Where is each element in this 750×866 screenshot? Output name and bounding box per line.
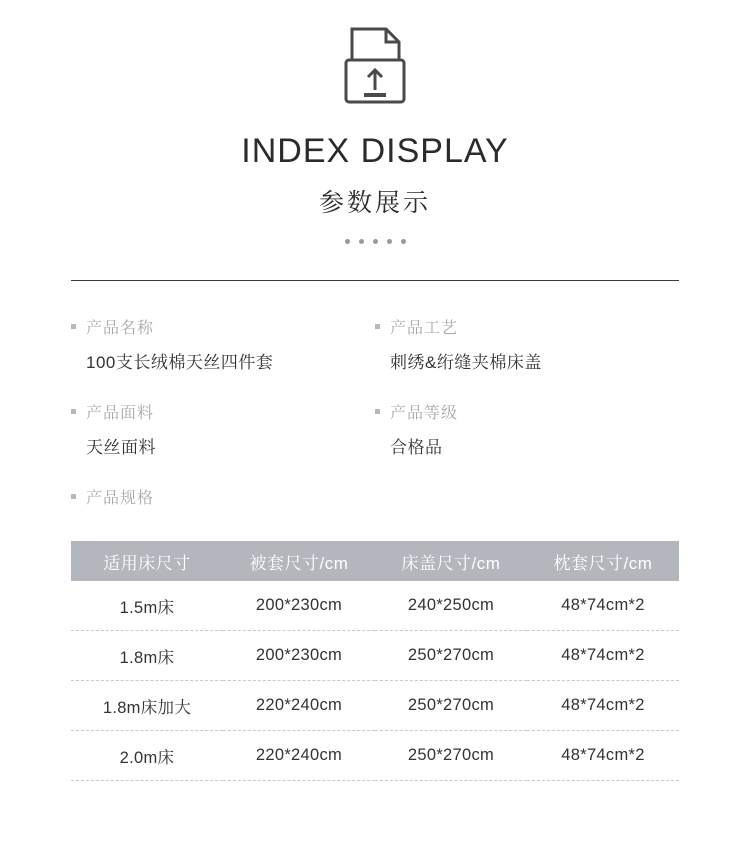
spec-item: [375, 400, 679, 458]
page-header: [0, 0, 750, 244]
spec-value: 刺绣&绗缝夹棉床盖: [390, 353, 542, 372]
table-body: [71, 581, 679, 781]
table-row: [71, 681, 679, 731]
spec-label: 产品名称: [86, 320, 155, 337]
table-cell: 1.8m床: [71, 631, 223, 681]
section-divider: [71, 280, 679, 281]
table-cell: 250*270cm: [375, 631, 527, 681]
table-header-cell: 床盖尺寸/cm: [375, 541, 527, 581]
square-bullet-icon: [375, 409, 380, 414]
table-cell: 200*230cm: [223, 581, 375, 631]
dot: [345, 239, 350, 244]
table-header-cell: 枕套尺寸/cm: [527, 541, 679, 581]
decorative-dots: [0, 239, 750, 244]
spec-label-row: [71, 400, 375, 423]
spec-list: [71, 315, 679, 535]
spec-item: [375, 315, 679, 373]
table-cell: 1.5m床: [71, 581, 223, 631]
table-cell: 220*240cm: [223, 681, 375, 731]
spec-label-row: [71, 485, 375, 508]
dot: [401, 239, 406, 244]
table-header-cell: 被套尺寸/cm: [223, 541, 375, 581]
spec-label: 产品规格: [86, 490, 155, 507]
table-cell: 1.8m床加大: [71, 681, 223, 731]
table-cell: 250*270cm: [375, 681, 527, 731]
table-cell: 2.0m床: [71, 731, 223, 781]
table-cell: 48*74cm*2: [527, 731, 679, 781]
table-cell: 200*230cm: [223, 631, 375, 681]
dot: [359, 239, 364, 244]
spec-item: [71, 485, 375, 508]
document-upload-icon: [344, 26, 406, 104]
table-cell: 250*270cm: [375, 731, 527, 781]
table-cell: 240*250cm: [375, 581, 527, 631]
spec-value: 天丝面料: [86, 438, 156, 457]
table-cell: 48*74cm*2: [527, 681, 679, 731]
spec-item: [71, 400, 375, 458]
table-cell: 48*74cm*2: [527, 581, 679, 631]
spec-item: [71, 315, 375, 373]
square-bullet-icon: [71, 494, 76, 499]
table-row: [71, 731, 679, 781]
page-title-en: INDEX DISPLAY: [241, 132, 509, 170]
table-header-cell: 适用床尺寸: [71, 541, 223, 581]
square-bullet-icon: [375, 324, 380, 329]
spec-label: 产品工艺: [390, 320, 459, 337]
dot: [387, 239, 392, 244]
spec-label: 产品面料: [86, 405, 155, 422]
page-title-cn: 参数展示: [318, 189, 431, 217]
spec-value: 合格品: [390, 438, 443, 457]
table-header: [71, 541, 679, 581]
spec-label-row: [375, 315, 679, 338]
square-bullet-icon: [71, 409, 76, 414]
spec-label-row: [71, 315, 375, 338]
spec-value: 100支长绒棉天丝四件套: [86, 353, 274, 372]
spec-label: 产品等级: [390, 405, 459, 422]
size-table: [71, 541, 679, 781]
dot: [373, 239, 378, 244]
table-row: [71, 631, 679, 681]
table-header-row: [71, 541, 679, 581]
spec-label-row: [375, 400, 679, 423]
table-cell: 220*240cm: [223, 731, 375, 781]
table-cell: 48*74cm*2: [527, 631, 679, 681]
table-row: [71, 581, 679, 631]
square-bullet-icon: [71, 324, 76, 329]
